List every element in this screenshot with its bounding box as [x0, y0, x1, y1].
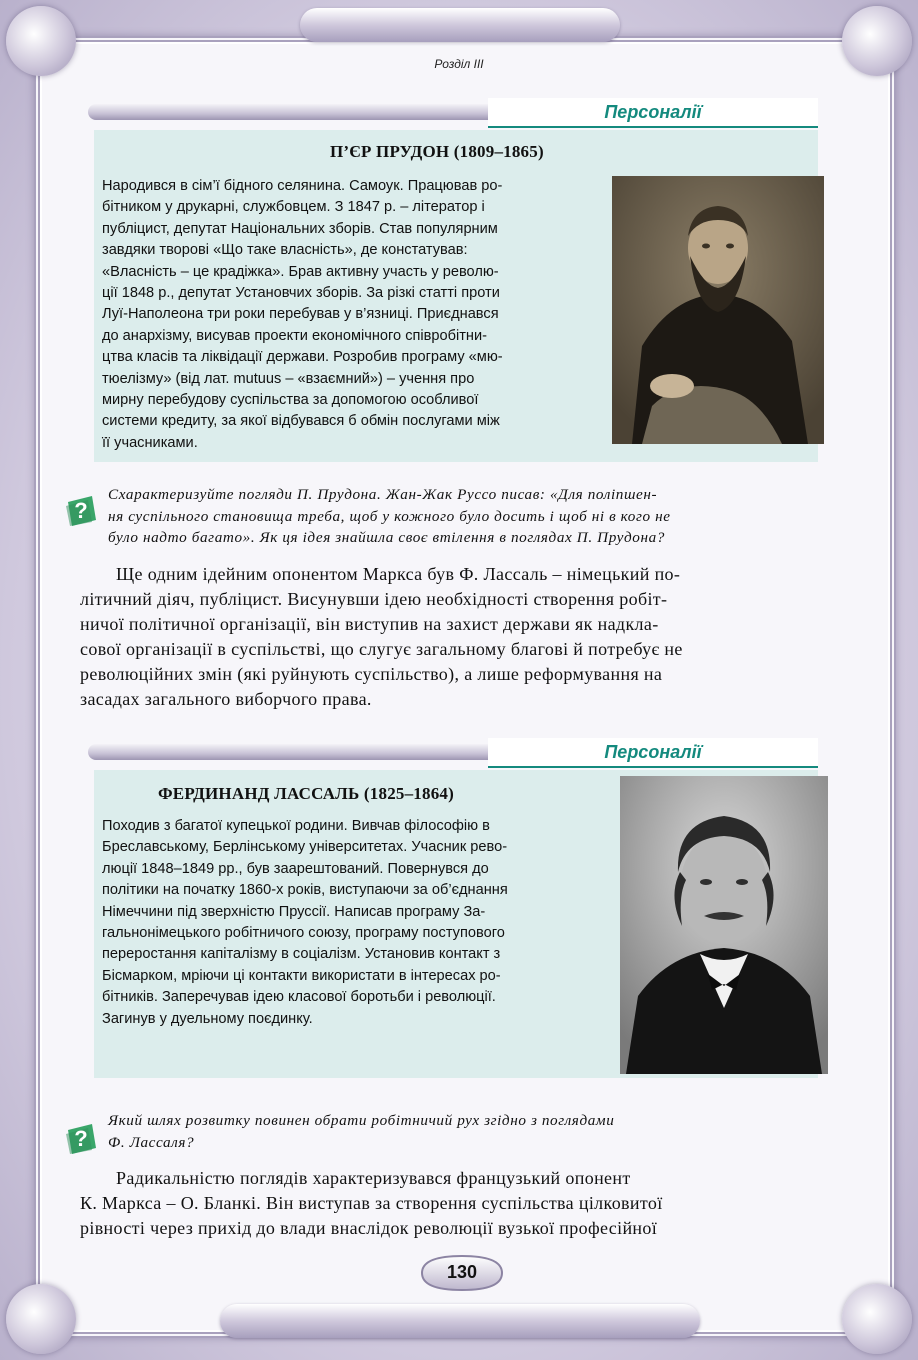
question-line: Ф. Лассаля?	[108, 1133, 195, 1151]
bio-line: цтва класів та ліквідації держави. Розробив програму «мю-	[102, 349, 503, 366]
svg-text:?: ?	[74, 1126, 88, 1151]
page-number: 130	[446, 1262, 478, 1282]
ornament-top-scroll	[300, 8, 620, 42]
question-2	[108, 1110, 844, 1153]
bio-line: Луї-Наполеона три роки перебував у в’язниці. Приєднався	[102, 306, 499, 323]
paragraph-1	[80, 562, 844, 712]
bio-line: тюелізму» (від лат. mutuus – «взаємний») – учення про	[102, 370, 475, 387]
svg-text:?: ?	[74, 498, 88, 523]
bio-line: «Власність – це крадіжка». Брав активну участь у револю-	[102, 263, 499, 280]
ornament-top-right	[842, 6, 912, 76]
ribbon-underline	[488, 126, 818, 128]
question-line: Схарактеризуйте погляди П. Прудона. Жан-Жак Руссо писав: «Для поліпшен-	[108, 486, 658, 503]
paragraph-line: літичний діяч, публіцист. Висунувши ідею необхідності створення робіт-	[80, 589, 668, 609]
bio-line: до анархізму, висував проекти економічного співробітни-	[102, 327, 487, 344]
question-line: було надто багато». Як ця ідея знайшла своє втілення в поглядах П. Прудона?	[108, 529, 665, 546]
person-bio	[102, 176, 586, 454]
ribbon-label: Персоналії	[488, 738, 818, 766]
ornament-bottom-left	[6, 1284, 76, 1354]
question-line: Який шлях розвитку повинен обрати робітничий рух згідно з поглядами	[108, 1112, 615, 1129]
person-panel-proudhon	[94, 130, 818, 462]
person-bio	[102, 816, 598, 1030]
bio-line: ції 1848 р., депутат Установчих зборів. За різкі статті проти	[102, 285, 500, 302]
bio-line: Бісмарком, мріючи ці контакти використати в інтересах ро-	[102, 967, 501, 984]
bio-line: гальнонімецького робітничого союзу, програму поступового	[102, 925, 505, 942]
paragraph-line: рівності через прихід до влади внаслідок революції вузької професійної	[80, 1218, 658, 1238]
bio-line: публіцист, депутат Національних зборів. Став популярним	[102, 220, 498, 237]
paragraph-line: ничої політичної організації, він виступив на захист держави як надкла-	[80, 614, 659, 634]
ornament-top-left	[6, 6, 76, 76]
portrait-proudhon	[612, 176, 824, 444]
ribbon-label: Персоналії	[488, 98, 818, 126]
bio-line: Походив з багатої купецької родини. Вивчав філософію в	[102, 818, 490, 834]
bio-line: бітником у друкарні, службовцем. З 1847 р. – літератор і	[102, 199, 485, 216]
paragraph-line: революційних змін (які руйнують суспільство), а лише реформування на	[80, 664, 663, 684]
ornament-bottom-scroll	[220, 1304, 700, 1338]
bio-line: люції 1848–1849 рр., був заарештований. Повернувся до	[102, 860, 489, 877]
page-number-badge	[416, 1252, 508, 1294]
personalities-ribbon-2	[88, 738, 818, 774]
person-panel-lassalle	[94, 770, 818, 1078]
ornament-bottom-right	[842, 1284, 912, 1354]
question-line: ня суспільного становища треба, щоб у кожного було досить і щоб ні в кого не	[108, 507, 671, 525]
bio-line: бітників. Заперечував ідею класової боротьби і революції.	[102, 989, 496, 1006]
question-icon	[62, 1120, 98, 1156]
bio-line: Німеччини під зверхністю Пруссії. Написав програму За-	[102, 903, 486, 920]
bio-line: переростання капіталізму в соціалізм. Установив контакт з	[102, 946, 501, 963]
question-1	[108, 484, 844, 549]
bio-line: мирну перебудову суспільства за допомогою особливої	[102, 392, 479, 409]
bio-line: політики на початку 1860-х років, виступаючи за об’єднання	[102, 882, 508, 899]
bio-line: системи кредиту, за якої відбувався б обмін послугами між	[102, 413, 500, 430]
bio-line: завдяки творові «Що таке власність», де констатував:	[102, 242, 468, 259]
paragraph-line: сової організації в суспільстві, що слугує загальному благові й потребує не	[80, 639, 683, 659]
bio-line: її учасниками.	[102, 434, 198, 451]
section-header: Розділ ІІІ	[434, 57, 484, 71]
ribbon-underline	[488, 766, 818, 768]
person-title: П’ЄР ПРУДОН (1809–1865)	[330, 142, 544, 161]
paragraph-line: Ще одним ідейним опонентом Маркса був Ф. Лассаль – німецький по-	[116, 564, 681, 584]
person-title: ФЕРДИНАНД ЛАССАЛЬ (1825–1864)	[158, 784, 454, 803]
paragraph-line: засадах загального виборчого права.	[80, 689, 372, 709]
paragraph-line: Радикальністю поглядів характеризувався французький опонент	[116, 1168, 631, 1188]
question-icon	[62, 492, 98, 528]
portrait-lassalle	[620, 776, 828, 1074]
bio-line: Народився в сім’ї бідного селянина. Самоук. Працював ро-	[102, 178, 503, 194]
bio-line: Бреславському, Берлінському університетах. Учасник рево-	[102, 839, 508, 856]
paragraph-2	[80, 1166, 844, 1241]
paragraph-line: К. Маркса – О. Бланкі. Він виступав за створення суспільства цілковитої	[80, 1193, 663, 1213]
bio-line: Загинув у дуельному поєдинку.	[102, 1010, 313, 1027]
personalities-ribbon-1	[88, 98, 818, 134]
